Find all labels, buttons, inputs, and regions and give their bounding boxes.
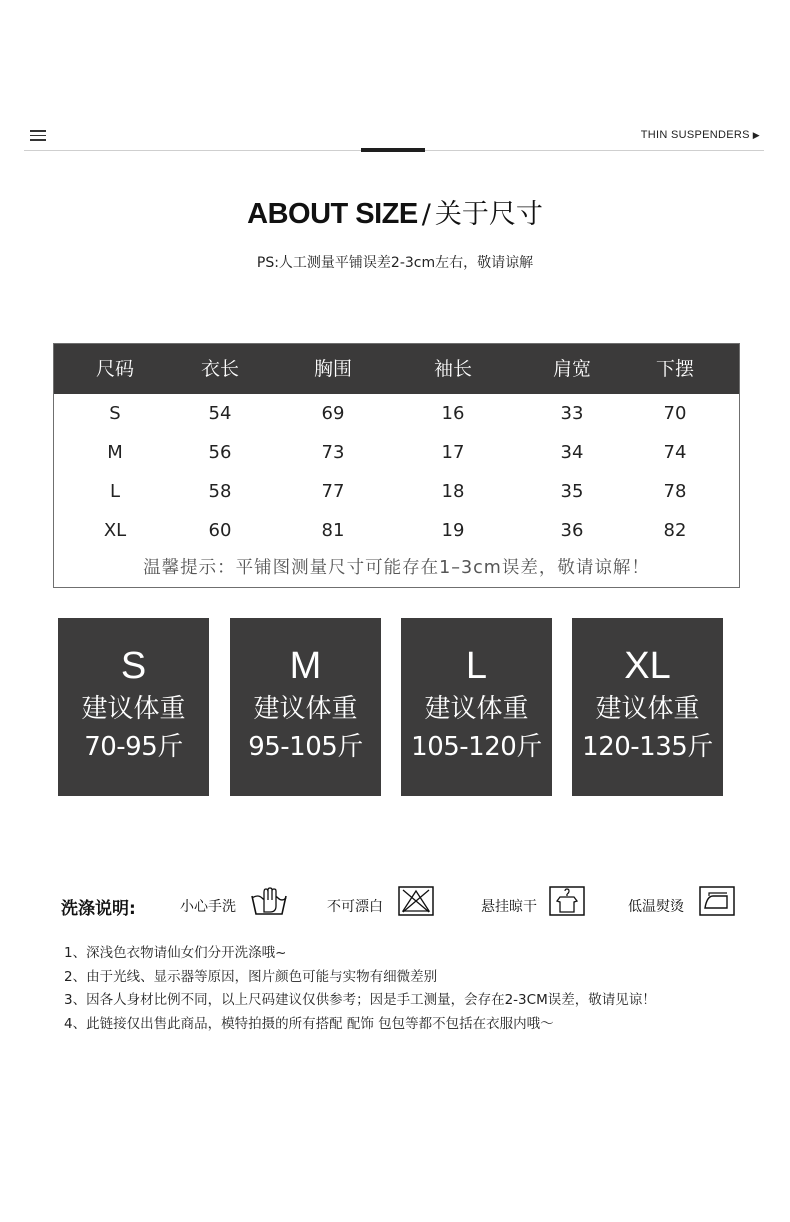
title-zh: 关于尺寸 [434,199,543,230]
table-cell: 18 [441,481,465,502]
header-cell-sleeve: 袖长 [433,358,472,380]
title-en: ABOUT SIZE [247,198,418,230]
card-weight: 70-95斤 [84,732,183,762]
brand-label: THIN SUSPENDERS [640,129,750,141]
table-cell: 74 [663,442,687,463]
ps-note: PS:人工测量平铺误差2-3cm左右，敬请谅解 [256,255,534,271]
card-weight: 120-135斤 [582,732,713,762]
table-cell: 17 [441,442,465,463]
weight-card-l [401,618,552,796]
wash-label-hand-wash: 小心手洗 [180,899,236,915]
wash-label-low-iron: 低温熨烫 [628,899,684,915]
table-cell: 16 [441,403,465,424]
weight-card-s [58,618,209,796]
low-iron-icon [699,886,735,916]
table-cell: 33 [560,403,584,424]
size-table [53,343,740,588]
header-cell-length: 衣长 [200,358,239,380]
card-size: M [289,645,322,687]
table-header [54,344,739,394]
weight-card-xl [572,618,723,796]
title-separator: / [421,199,431,230]
brand-link[interactable] [641,129,760,141]
note-item: 4、此链接仅出售此商品，模特拍摄的所有搭配 配饰 包包等都不包括在衣服内哦～ [64,1015,554,1032]
wash-label-no-bleach: 不可漂白 [327,899,383,915]
table-row [54,433,739,472]
table-cell: 60 [208,520,232,541]
header-divider-accent [361,148,425,152]
table-cell: 70 [663,403,687,424]
table-cell: XL [103,520,127,541]
card-weight: 95-105斤 [248,732,363,762]
table-row [54,511,739,550]
table-cell: 34 [560,442,584,463]
card-size: XL [624,645,671,687]
measurement-hint: 温馨提示：平铺图测量尺寸可能存在1–3cm误差，敬请谅解！ [143,558,650,578]
table-cell: 35 [560,481,584,502]
menu-icon[interactable] [30,130,46,141]
note-item: 1、深浅色衣物请仙女们分开洗涤哦~ [64,945,287,961]
hand-wash-icon [250,886,288,916]
no-bleach-icon [398,886,434,916]
card-size: S [120,645,147,687]
table-row [54,394,739,433]
header-cell-shoulder: 肩宽 [552,358,591,380]
wash-notes [64,942,656,1036]
header-cell-hem: 下摆 [655,358,694,380]
table-cell: 36 [560,520,584,541]
card-label: 建议体重 [424,694,529,724]
table-cell: 58 [208,481,232,502]
note-item: 2、由于光线、显示器等原因，图片颜色可能与实物有细微差别 [64,968,438,985]
table-cell: M [107,442,123,463]
table-row [54,472,739,511]
card-size: L [465,645,488,687]
table-cell: 78 [663,481,687,502]
card-label: 建议体重 [253,694,358,724]
card-weight: 105-120斤 [411,732,542,762]
table-cell: 69 [321,403,345,424]
note-item: 3、因各人身材比例不同，以上尺码建议仅供参考；因是手工测量，会存在2-3CM误差，敬请见谅！ [64,992,656,1008]
card-label: 建议体重 [595,694,700,724]
table-cell: 81 [321,520,345,541]
wash-title: 洗涤说明: [61,899,136,919]
weight-card-m [230,618,381,796]
card-label: 建议体重 [81,694,186,724]
table-cell: 82 [663,520,687,541]
table-cell: 54 [208,403,232,424]
table-cell: L [109,481,121,502]
header-cell-size: 尺码 [95,358,134,380]
table-cell: 73 [321,442,345,463]
play-arrow-icon: ▶ [752,130,760,140]
wash-label-hang-dry: 悬挂晾干 [481,899,537,915]
page-title [0,192,790,231]
table-cell: 77 [321,481,345,502]
table-cell: 19 [441,520,465,541]
table-cell: S [109,403,121,424]
header-cell-chest: 胸围 [313,358,352,380]
hang-dry-icon [549,886,585,916]
table-cell: 56 [208,442,232,463]
